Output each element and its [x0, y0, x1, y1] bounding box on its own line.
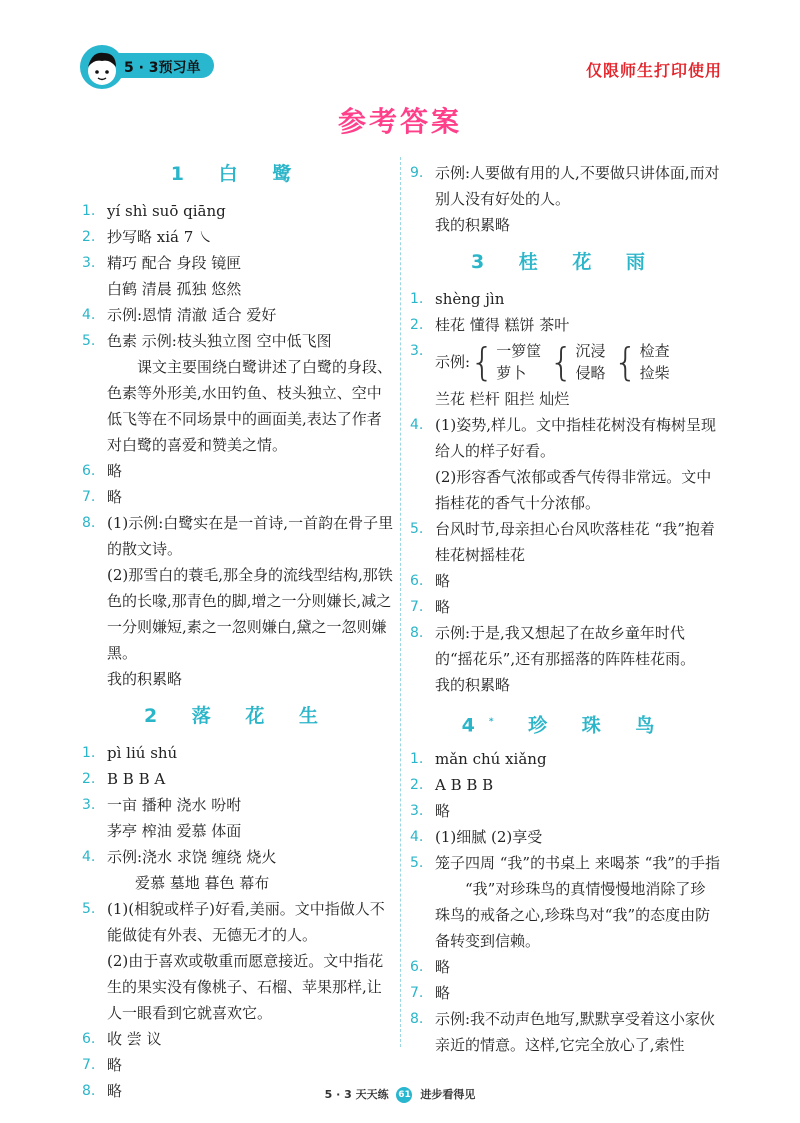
list-item: 8. (1)示例:白鹭实在是一首诗,一首韵在骨子里的散文诗。 (2)那雪白的蓑毛,那全身的流线型结构,那铁色的长喙,那青色的脚,增之一分则嫌长,减之一分则嫌短,素之一忽则嫌白,黛之一忽则嫌黑。	[82, 514, 394, 662]
list-item: 4. 示例:恩情 清澈 适合 爱好	[82, 306, 277, 324]
accumulation-note: 我的积累略	[435, 216, 511, 234]
page-number: 61	[396, 1087, 412, 1103]
list-item: 6. 略	[410, 572, 451, 590]
list-item: 5. 台风时节,母亲担心台风吹落桂花 “我”抱着桂花树摇桂花	[410, 520, 715, 564]
list-item: 7. 略	[82, 488, 123, 506]
print-notice: 仅限师生打印使用	[585, 61, 722, 80]
list-item: 3. 一亩 播种 浇水 吩咐 茅亭 榨油 爱慕 体面	[82, 796, 242, 840]
section-title-bailu: 1 白 鹭	[170, 163, 306, 185]
word-groups: 示例: { 一箩筐 萝卜 { 沉浸 侵略 { 检查 捡柴	[435, 340, 670, 384]
list-item: 5. 色素 示例:枝头独立图 空中低飞图 课文主要围绕白鹭讲述了白鹭的身段、色素等外形美,水田钓鱼、枝头独立、空中低飞等在不同场景中的画面美,表达了作者对白鹭的喜爱和赞美之情。	[82, 328, 394, 458]
page-footer	[0, 1086, 800, 1103]
list-item: 8. 示例:于是,我又想起了在故乡童年时代的“摇花乐”,还有那摇落的阵阵桂花雨。	[410, 624, 696, 668]
word-group: { 一箩筐 萝卜	[470, 340, 542, 384]
list-item: 1. yí shì suō qiāng	[82, 202, 226, 220]
list-item: 3. 精巧 配合 身段 镜匣 白鹤 清晨 孤独 悠然	[82, 254, 242, 298]
list-item: 2. 抄写略 xiá 7 ㇏	[82, 228, 214, 246]
list-item: 4. (1)姿势,样儿。文中指桂花树没有梅树呈现给人的样子好看。 (2)形容香气浓郁或香气传得非常远。文中指桂花的香气十分浓郁。	[410, 416, 717, 512]
list-item: 9. 示例:人要做有用的人,不要做只讲体面,而对别人没有好处的人。	[410, 164, 720, 208]
list-item: 3. 略	[410, 802, 451, 820]
footer-series: 5 · 3 天天练	[324, 1088, 389, 1101]
footer-slogan: 进步看得见	[420, 1088, 476, 1101]
list-item: 6. 略	[82, 462, 123, 480]
list-item: 3. 示例: { 一箩筐 萝卜 { 沉浸 侵略 { 检查 捡柴 兰花 栏杆 阻拦 灿烂	[410, 338, 720, 412]
section-title-luohuasheng: 2 落 花 生	[143, 705, 333, 727]
series-badge	[80, 45, 218, 87]
list-item: 2. 桂花 懂得 糕饼 茶叶	[410, 316, 570, 334]
list-item: 1. mǎn chú xiǎng	[410, 750, 547, 768]
badge-label: 5 · 3预习单	[124, 60, 201, 76]
summary-paragraph: 课文主要围绕白鹭讲述了白鹭的身段、色素等外形美,水田钓鱼、枝头独立、空中低飞等在不同场景中的画面美,表达了作者对白鹭的喜爱和赞美之情。	[107, 358, 393, 454]
right-column	[410, 160, 720, 1058]
page-title: 参考答案	[337, 105, 462, 138]
left-column	[82, 150, 394, 1104]
word-group: { 沉浸 侵略	[549, 340, 606, 384]
accumulation-note: 我的积累略	[435, 676, 511, 694]
list-item: 1. shèng jìn	[410, 290, 505, 308]
section-title-zhenzhuniao: 4* 珍 珠 鸟	[461, 714, 669, 737]
mascot-face-icon	[80, 45, 124, 89]
list-item: 7. 略	[410, 598, 451, 616]
list-item: 6. 略	[410, 958, 451, 976]
accumulation-note: 我的积累略	[107, 670, 183, 688]
list-item: 7. 略	[410, 984, 451, 1002]
list-item: 5. 笼子四周 “我”的书桌上 来喝茶 “我”的手指 “我”对珍珠鸟的真情慢慢地消除了珍珠鸟的戒备之心,珍珠鸟对“我”的态度由防备转变到信赖。	[410, 850, 720, 954]
list-item: 4. (1)细腻 (2)享受	[410, 828, 543, 846]
list-item: 7. 略	[82, 1056, 123, 1074]
word-group: { 检查 捡柴	[613, 340, 670, 384]
list-item: 5. (1)(相貌或样子)好看,美丽。文中指做人不能做徒有外表、无德无才的人。 (2)由于喜欢或敬重而愿意接近。文中指花生的果实没有像桃子、石榴、苹果那样,让人一眼看到它就喜欢它。	[82, 900, 385, 1022]
list-item: 4. 示例:浇水 求饶 缠绕 烧火 爱慕 墓地 暮色 幕布	[82, 848, 277, 892]
list-item: 2. B B B A	[82, 770, 166, 788]
list-item: 2. A B B B	[410, 776, 494, 794]
list-item: 8. 略	[82, 1082, 123, 1100]
summary-paragraph: “我”对珍珠鸟的真情慢慢地消除了珍珠鸟的戒备之心,珍珠鸟对“我”的态度由防备转变到信赖。	[435, 880, 711, 950]
list-item: 8. 示例:我不动声色地写,默默享受着这小家伙亲近的情意。这样,它完全放心了,索性	[410, 1010, 715, 1054]
list-item: 1. pì liú shú	[82, 744, 178, 762]
column-divider	[400, 157, 401, 1047]
list-item: 6. 收 尝 议	[82, 1030, 162, 1048]
section-title-guihuayu: 3 桂 花 雨	[470, 251, 660, 273]
